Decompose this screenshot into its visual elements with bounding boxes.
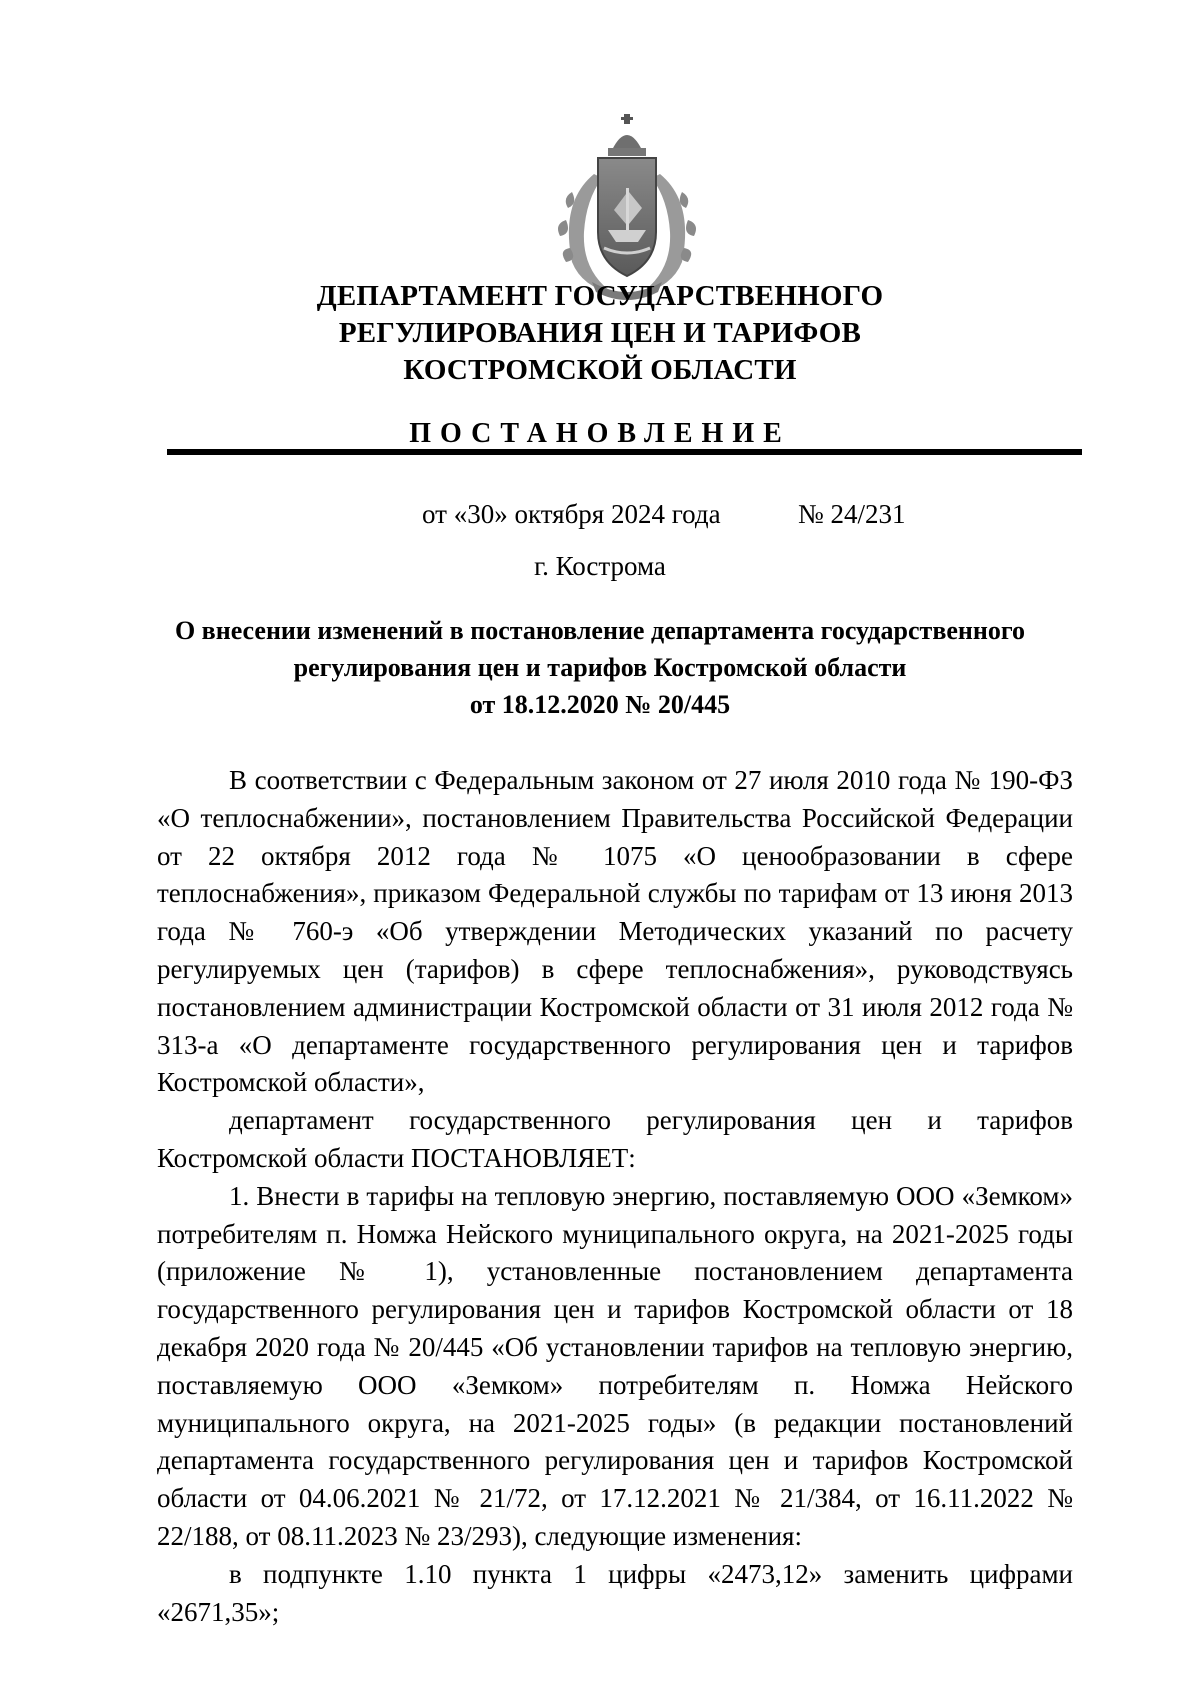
org-line: ДЕПАРТАМЕНТ ГОСУДАРСТВЕННОГО (316, 280, 884, 312)
organization-name (150, 278, 1050, 389)
coat-of-arms-icon (542, 112, 712, 302)
body-paragraph: В соответствии с Федеральным законом от 27 июля 2010 года № 190-ФЗ «О теплоснабжении», постановлением Правительства Российской Федерации от 22 октября 2012 года № 1075 «О ценообразовании в сфере теплоснабжения», приказом Федеральной службы по тарифам от 13 июня 2013 года № 760-э «Об утверждении Методических указаний по расчету регулируемых цен (тарифов) в сфере теплоснабжения», руководствуясь постановлением администрации Костромской области от 31 июля 2012 года № 313-а «О департаменте государственного регулирования цен и тарифов Костромской области», (157, 765, 1073, 1098)
org-line: РЕГУЛИРОВАНИЯ ЦЕН И ТАРИФОВ (338, 317, 862, 349)
title-line: О внесении изменений в постановление департамента государственного (174, 616, 1026, 645)
body-paragraph: 1. Внести в тарифы на тепловую энергию, поставляемую ООО «Земком» потребителям п. Номжа Нейского муниципального округа, на 2021-2025 годы (приложение № 1), установленные постановлением департамента государственного регулирования цен и тарифов Костромской области от 18 декабря 2020 года № 20/445 «Об установлении тарифов на тепловую энергию, поставляемую ООО «Земком» потребителям п. Номжа Нейского муниципального округа, на 2021-2025 годы» (в редакции постановлений департамента государственного регулирования цен и тарифов Костромской области от 04.06.2021 № 21/72, от 17.12.2021 № 21/384, от 16.11.2022 № 22/188, от 08.11.2023 № 23/293), следующие изменения: (157, 1180, 1073, 1551)
body-paragraph: в подпункте 1.10 пункта 1 цифры «2473,12» заменить цифрами «2671,35»; (157, 1558, 1073, 1627)
document-type: ПОСТАНОВЛЕНИЕ (409, 418, 791, 449)
header-divider (167, 449, 1082, 455)
title-line: от 18.12.2020 № 20/445 (469, 690, 731, 719)
body-paragraph: департамент государственного регулирования цен и тарифов Костромской области ПОСТАНОВЛЯЕТ: (157, 1105, 1073, 1173)
document-date: от «30» октября 2024 года (422, 499, 721, 529)
title-line: регулирования цен и тарифов Костромской области (293, 653, 907, 682)
org-line: КОСТРОМСКОЙ ОБЛАСТИ (403, 354, 797, 386)
document-city: г. Кострома (534, 551, 666, 581)
document-number: № 24/231 (798, 499, 906, 529)
document-body (157, 762, 1073, 1631)
document-title (150, 612, 1050, 723)
